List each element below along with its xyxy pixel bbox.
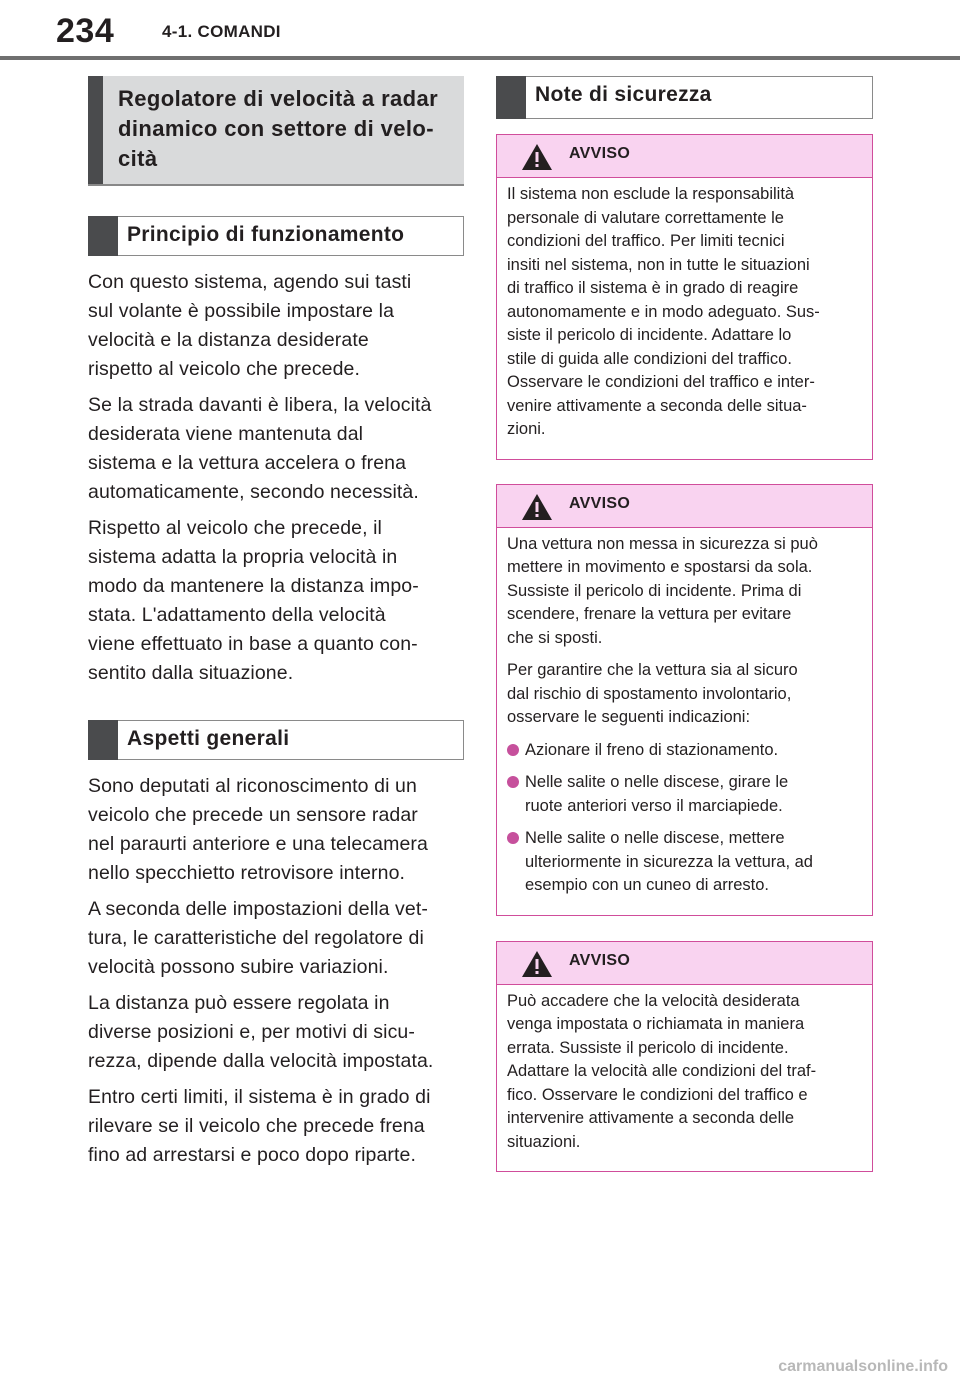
header-rule xyxy=(0,56,960,60)
bullet-dot-icon xyxy=(507,832,519,844)
bullet-item: Azionare il freno di stazionamento. xyxy=(507,739,862,763)
warning-body xyxy=(497,178,872,459)
paragraph: A seconda delle impostazioni della vet- tura, le caratteristiche del regolatore di velocità possono subire variazioni. xyxy=(88,898,428,978)
warning-box xyxy=(496,134,873,460)
chapter-title: 4-1. COMANDI xyxy=(162,22,281,41)
right-column xyxy=(496,76,873,1172)
paragraph: La distanza può essere regolata in diverse posizioni e, per motivi di sicu- rezza, dipende dalla velocità impostata. xyxy=(88,992,434,1072)
heading-note-sicurezza xyxy=(496,76,873,119)
bullet-item: Nelle salite o nelle discese, mettere ulteriormente in sicurezza la vettura, ad esempio con un cuneo di arresto. xyxy=(507,827,862,898)
warning-text: Può accadere che la velocità desiderata venga impostata o richiamata in maniera errata. Sussiste il pericolo di incidente. Adattare la velocità alle condizioni del traf- fico. Osservare le condizioni del traffico e intervenire attivamente a seconda delle situazioni. xyxy=(507,991,817,1151)
paragraph: Con questo sistema, agendo sui tasti sul volante è possibile impostare la velocità e la distanza desiderate rispetto al veicolo che precede. xyxy=(88,271,412,380)
warning-header xyxy=(497,942,872,985)
warning-bullet-list xyxy=(507,739,862,898)
heading-note-sicurezza-label: Note di sicurezza xyxy=(535,83,712,106)
bullet-dot-icon xyxy=(507,776,519,788)
section-title-box xyxy=(88,76,464,186)
paragraph: Se la strada davanti è libera, la velocità desiderata viene mantenuta dal sistema e la vettura accelera o frena automaticamente, secondo necessità. xyxy=(88,394,432,503)
warning-body xyxy=(497,528,872,915)
warning-box xyxy=(496,484,873,916)
principio-body xyxy=(88,268,464,688)
heading-principio-label: Principio di funzionamento xyxy=(127,223,405,246)
aspetti-body xyxy=(88,772,464,1170)
warning-label: AVVISO xyxy=(569,145,631,162)
warning-label: AVVISO xyxy=(569,951,631,969)
warning-triangle-icon xyxy=(521,950,553,978)
page-header xyxy=(0,0,960,60)
warning-label: AVVISO xyxy=(569,494,631,512)
paragraph: Rispetto al veicolo che precede, il sistema adatta la propria velocità in modo da mantenere la distanza impo- stata. L'adattamento della velocità viene effettuato in base a quanto con- sentito dalla situazione. xyxy=(88,517,419,684)
warning-body xyxy=(497,985,872,1172)
watermark: carmanualsonline.info xyxy=(778,1358,948,1375)
warning-header xyxy=(497,135,872,178)
warning-header xyxy=(497,485,872,528)
warning-box xyxy=(496,941,873,1173)
bullet-dot-icon xyxy=(507,744,519,756)
warning-text: Per garantire che la vettura sia al sicuro dal rischio di spostamento involontario, osservare le seguenti indicazioni: xyxy=(507,661,798,726)
heading-principio xyxy=(88,216,464,256)
paragraph: Entro certi limiti, il sistema è in grado di rilevare se il veicolo che precede frena fino ad arrestarsi e poco dopo riparte. xyxy=(88,1086,431,1166)
heading-aspetti xyxy=(88,720,464,760)
warning-text: Una vettura non messa in sicurezza si può mettere in movimento e spostarsi da sola. Sussiste il pericolo di incidente. Prima di scendere, frenare la vettura per evitare che si sposti. xyxy=(507,534,818,647)
warning-triangle-icon xyxy=(521,493,553,521)
warning-text: Il sistema non esclude la responsabilità personale di valutare correttamente le condizioni del traffico. Per limiti tecnici insiti nel sistema, non in tutte le situazioni di traffico il sistema è in grado di reagire autonomamente e in modo adeguato. Sus- siste il pericolo di incidente. Adattare lo stile di guida alle condizioni del traffico. Osservare le condizioni del traffico e inter- venire attivamente a seconda delle situa- zioni. xyxy=(507,185,820,438)
paragraph: Sono deputati al riconoscimento di un veicolo che precede un sensore radar nel paraurti anteriore e una telecamera nello specchietto retrovisore interno. xyxy=(88,775,428,884)
page-number: 234 xyxy=(56,12,115,50)
bullet-item: Nelle salite o nelle discese, girare le ruote anteriori verso il marciapiede. xyxy=(507,771,862,818)
section-title: Regolatore di velocità a radar dinamico con settore di velo- cità xyxy=(118,86,439,171)
left-column xyxy=(88,76,464,1177)
warning-triangle-icon xyxy=(521,143,553,171)
heading-aspetti-label: Aspetti generali xyxy=(127,727,290,750)
